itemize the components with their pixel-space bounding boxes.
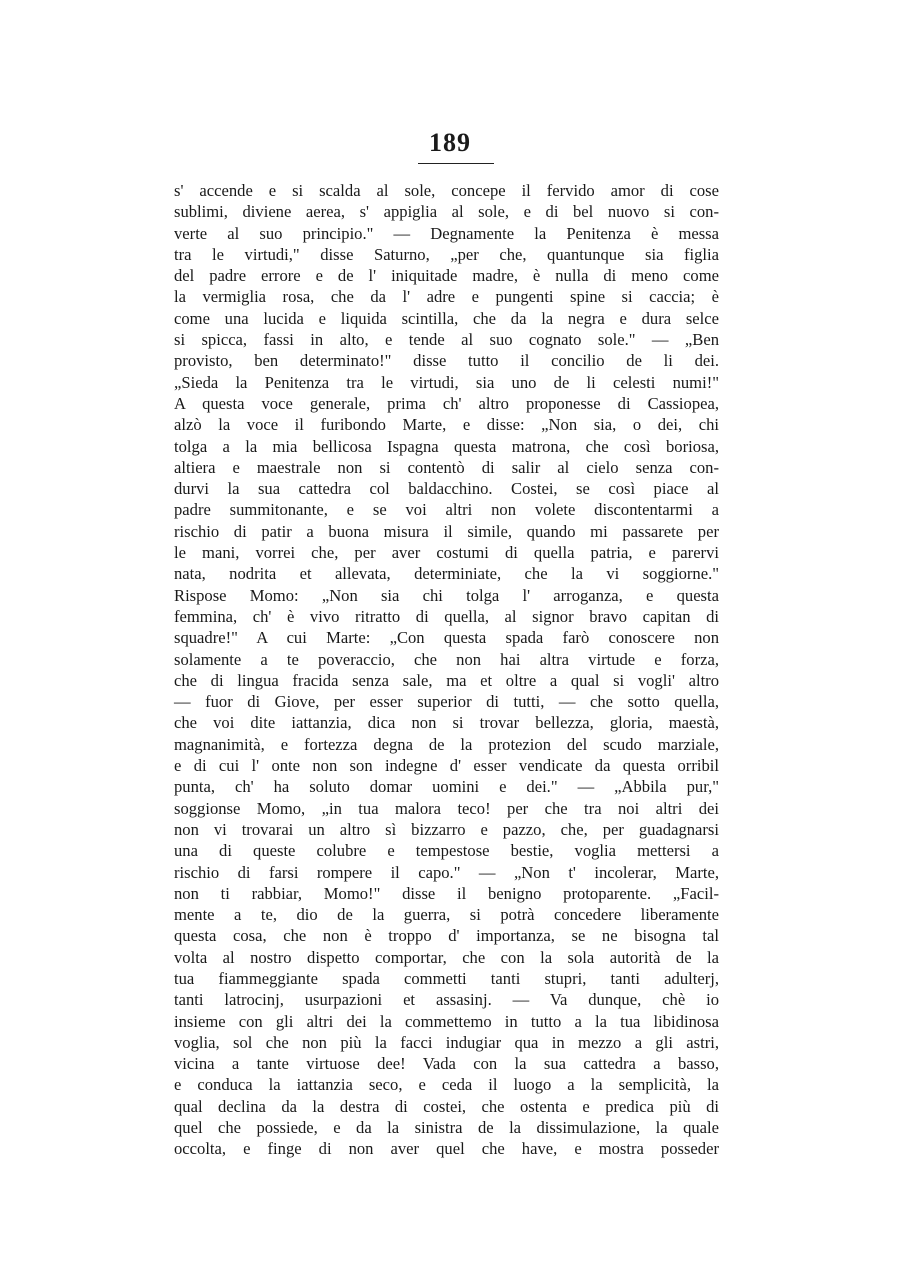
text-line: padre summitonante, e se voi altri non volete discontentarmi a xyxy=(174,500,719,520)
text-line: squadre!" A cui Marte: „Con questa spada farò conoscere non xyxy=(174,628,719,648)
text-line: verte al suo principio." — Degnamente la Penitenza è messa xyxy=(174,223,719,243)
text-line: insieme con gli altri dei la commettemo in tutto a la tua libidinosa xyxy=(174,1011,719,1031)
text-line: una di queste colubre e tempestose bestie, voglia mettersi a xyxy=(174,841,719,861)
text-line: tanti latrocinj, usurpazioni et assasinj. — Va dunque, chè io xyxy=(174,990,719,1010)
text-line: qual declina da la destra di costei, che ostenta e predica più di xyxy=(174,1096,719,1116)
text-line: la vermiglia rosa, che da l' adre e pungenti spine si caccia; è xyxy=(174,287,719,307)
text-line: — fuor di Giove, per esser superior di tutti, — che sotto quella, xyxy=(174,692,719,712)
text-line: „Sieda la Penitenza tra le virtudi, sia uno de li celesti numi!" xyxy=(174,372,719,392)
text-line: tua fiammeggiante spada commetti tanti stupri, tanti adulterj, xyxy=(174,968,719,988)
text-line: le mani, vorrei che, per aver costumi di quella patria, e parervi xyxy=(174,543,719,563)
text-line: come una lucida e liquida scintilla, che da la negra e dura selce xyxy=(174,308,719,328)
text-line: e di cui l' onte non son indegne d' esser vendicate da questa orribil xyxy=(174,756,719,776)
text-line: provisto, ben determinato!" disse tutto il concilio de li dei. xyxy=(174,351,719,371)
text-line: tra le virtudi," disse Saturno, „per che, quantunque sia figlia xyxy=(174,244,719,264)
text-line: del padre errore e de l' iniquitade madre, è nulla di meno come xyxy=(174,266,719,286)
page-number: 189 xyxy=(429,128,471,157)
text-line: A questa voce generale, prima ch' altro proponesse di Cassiopea, xyxy=(174,393,719,413)
text-line: durvi la sua cattedra col baldacchino. Costei, se così piace al xyxy=(174,479,719,499)
text-line: s' accende e si scalda al sole, concepe il fervido amor di cose xyxy=(174,181,719,200)
text-line: che di lingua fracida senza sale, ma et oltre a qual si vogli' altro xyxy=(174,670,719,690)
text-line: solamente a te poveraccio, che non hai altra virtude e forza, xyxy=(174,649,719,669)
text-line: femmina, ch' è vivo ritratto di quella, al signor bravo capitan di xyxy=(174,606,719,626)
body-text xyxy=(174,180,719,1160)
header-rule xyxy=(418,163,494,164)
text-line: alzò la voce il furibondo Marte, e disse: „Non sia, o dei, chi xyxy=(174,415,719,435)
text-line: che voi dite iattanzia, dica non si trovar bellezza, gloria, maestà, xyxy=(174,713,719,733)
text-line: altiera e maestrale non si contentò di salir al cielo senza con- xyxy=(174,457,719,477)
text-line: rischio di patir a buona misura il simile, quando mi passarete per xyxy=(174,521,719,541)
text-line: voglia, sol che non più la facci indugiar qua in mezzo a gli astri, xyxy=(174,1032,719,1052)
text-line: non ti rabbiar, Momo!" disse il benigno protoparente. „Facil- xyxy=(174,883,719,903)
text-line: Rispose Momo: „Non sia chi tolga l' arroganza, e questa xyxy=(174,585,719,605)
text-line: tolga a la mia bellicosa Ispagna questa matrona, che così boriosa, xyxy=(174,436,719,456)
text-line: vicina a tante virtuose dee! Vada con la sua cattedra a basso, xyxy=(174,1054,719,1074)
text-line: occolta, e finge di non aver quel che have, e mostra posseder xyxy=(174,1139,719,1159)
text-line: si spicca, fassi in alto, e tende al suo cognato sole." — „Ben xyxy=(174,330,719,350)
text-line: quel che possiede, e da la sinistra de la dissimulazione, la quale xyxy=(174,1118,719,1138)
text-line: questa cosa, che non è troppo d' importanza, se ne bisogna tal xyxy=(174,926,719,946)
text-line: nata, nodrita et allevata, determiniate, che la vi soggiorne." xyxy=(174,564,719,584)
text-line: non vi trovarai un altro sì bizzarro e pazzo, che, per guadagnarsi xyxy=(174,819,719,839)
text-line: sublimi, diviene aerea, s' appiglia al sole, e di bel nuovo si con- xyxy=(174,202,719,222)
text-line: volta al nostro dispetto comportar, che con la sola autorità de la xyxy=(174,947,719,967)
text-line: magnanimità, e fortezza degna de la protezion del scudo marziale, xyxy=(174,734,719,754)
text-line: e conduca la iattanzia seco, e ceda il luogo a la semplicità, la xyxy=(174,1075,719,1095)
text-line: mente a te, dio de la guerra, si potrà concedere liberamente xyxy=(174,905,719,925)
text-line: punta, ch' ha soluto domar uomini e dei." — „Abbila pur," xyxy=(174,777,719,797)
text-line: soggionse Momo, „in tua malora teco! per che tra noi altri dei xyxy=(174,798,719,818)
text-line: rischio di farsi rompere il capo." — „Non t' incolerar, Marte, xyxy=(174,862,719,882)
